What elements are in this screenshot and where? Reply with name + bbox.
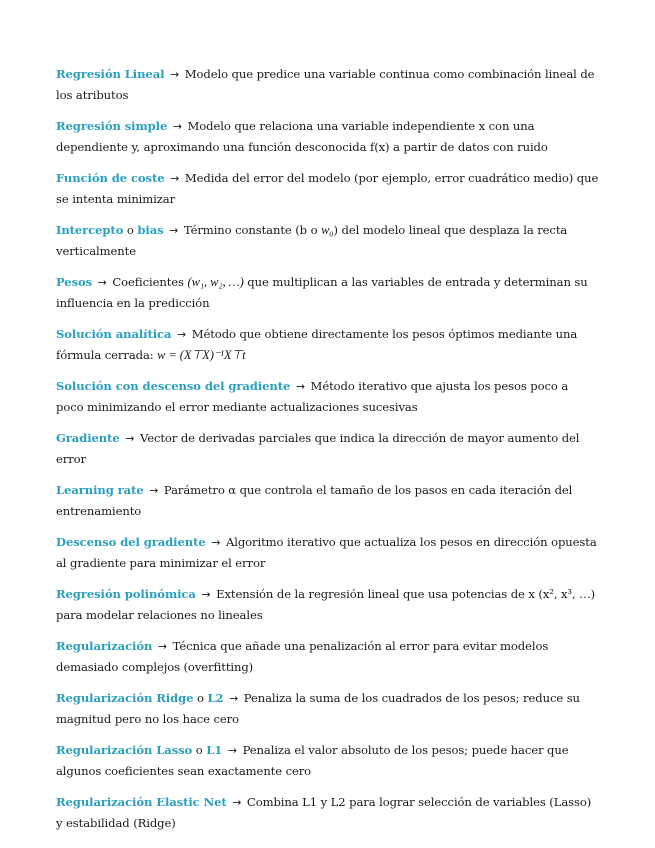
term: Regularización Lasso (56, 743, 193, 757)
term: Solución analítica (56, 327, 172, 341)
arrow-icon: → (201, 588, 211, 601)
arrow-icon: → (227, 744, 237, 757)
glossary-entry-regresion-polinomica (56, 584, 599, 625)
term: Regularización (56, 639, 153, 653)
arrow-icon: → (295, 380, 305, 393)
term: Regresión polinómica (56, 587, 196, 601)
glossary-entry-regularizacion (56, 636, 599, 677)
glossary-entry-lasso (56, 740, 599, 781)
term: Learning rate (56, 483, 144, 497)
arrow-icon: → (232, 796, 242, 809)
arrow-icon: → (125, 432, 135, 445)
term: Regresión simple (56, 119, 168, 133)
definition: Método iterativo que ajusta los pesos poco a poco minimizando el error mediante actualizaciones sucesivas (56, 379, 569, 414)
term-alt: bias (137, 223, 164, 237)
glossary-entry-funcion-de-coste (56, 168, 599, 209)
term: Regresión Lineal (56, 67, 165, 81)
definition: Técnica que añade una penalización al error para evitar modelos demasiado complejos (overfitting) (56, 639, 549, 674)
definition-pre: Método que obtiene directamente los pesos óptimos mediante una fórmula cerrada: (56, 327, 578, 362)
arrow-icon: → (157, 640, 168, 653)
arrow-icon: → (172, 120, 182, 133)
definition-post: que multiplican a las variables de entrada y determinan su influencia en la predicción (56, 275, 588, 310)
term: Función de coste (56, 171, 165, 185)
term: Regularización Elastic Net (56, 795, 227, 809)
term: Descenso del gradiente (56, 535, 206, 549)
arrow-icon: → (170, 172, 180, 185)
glossary-entry-solucion-descenso-gradiente (56, 376, 599, 417)
term: Intercepto (56, 223, 124, 237)
arrow-icon: → (177, 328, 187, 341)
definition: Modelo que predice una variable continua como combinación lineal de los atributos (56, 67, 595, 102)
glossary-entry-elastic-net (56, 792, 599, 833)
definition-pre: Término constante (b o (183, 223, 322, 237)
arrow-icon: → (170, 68, 180, 81)
arrow-icon: → (211, 536, 221, 549)
term: Gradiente (56, 431, 120, 445)
math-w0: w₀ (321, 223, 334, 237)
term: Regularización Ridge (56, 691, 194, 705)
definition-pre: Coeficientes (112, 275, 188, 289)
glossary-entry-regresion-lineal (56, 64, 599, 105)
term-alt: L1 (206, 743, 223, 757)
definition: Algoritmo iterativo que actualiza los pesos en dirección opuesta al gradiente para minimizar el error (56, 535, 597, 570)
definition: Penaliza el valor absoluto de los pesos; puede hacer que algunos coeficientes sean exactamente cero (56, 743, 569, 778)
definition: Modelo que relaciona una variable independiente x con una dependiente y, aproximando una función desconocida f(x) a partir de datos con ruido (56, 119, 548, 154)
math-weights: (w₁, w₂, …) (187, 275, 244, 289)
glossary-entry-descenso-del-gradiente (56, 532, 599, 573)
glossary-entry-gradiente (56, 428, 599, 469)
term-alt: L2 (207, 691, 224, 705)
glossary-entry-intercepto (56, 220, 599, 261)
glossary-entry-pesos (56, 272, 599, 313)
definition: Combina L1 y L2 para lograr selección de variables (Lasso) y estabilidad (Ridge) (56, 795, 592, 830)
definition: Parámetro α que controla el tamaño de los pasos en cada iteración del entrenamiento (56, 483, 573, 518)
definition: Vector de derivadas parciales que indica la dirección de mayor aumento del error (56, 431, 580, 466)
term: Solución con descenso del gradiente (56, 379, 291, 393)
definition: Extensión de la regresión lineal que usa potencias de x (x², x³, …) para modelar relaciones no lineales (56, 587, 596, 622)
glossary-entry-regresion-simple (56, 116, 599, 157)
connector: o (123, 223, 138, 237)
glossary-entry-ridge (56, 688, 599, 729)
glossary-entry-solucion-analitica (56, 324, 599, 365)
connector: o (192, 743, 207, 757)
connector: o (193, 691, 208, 705)
arrow-icon: → (97, 276, 107, 289)
arrow-icon: → (169, 224, 179, 237)
math-normal-equation: w = (X⊤X)⁻¹X⊤t (157, 348, 246, 362)
definition-post: ) del modelo lineal que desplaza la recta verticalmente (56, 223, 568, 258)
term: Pesos (56, 275, 93, 289)
arrow-icon: → (149, 484, 159, 497)
definition: Medida del error del modelo (por ejemplo, error cuadrático medio) que se intenta minimizar (56, 171, 599, 206)
definition: Penaliza la suma de los cuadrados de los pesos; reduce su magnitud pero no los hace cero (56, 691, 580, 726)
glossary-entry-learning-rate (56, 480, 599, 521)
arrow-icon: → (229, 692, 239, 705)
